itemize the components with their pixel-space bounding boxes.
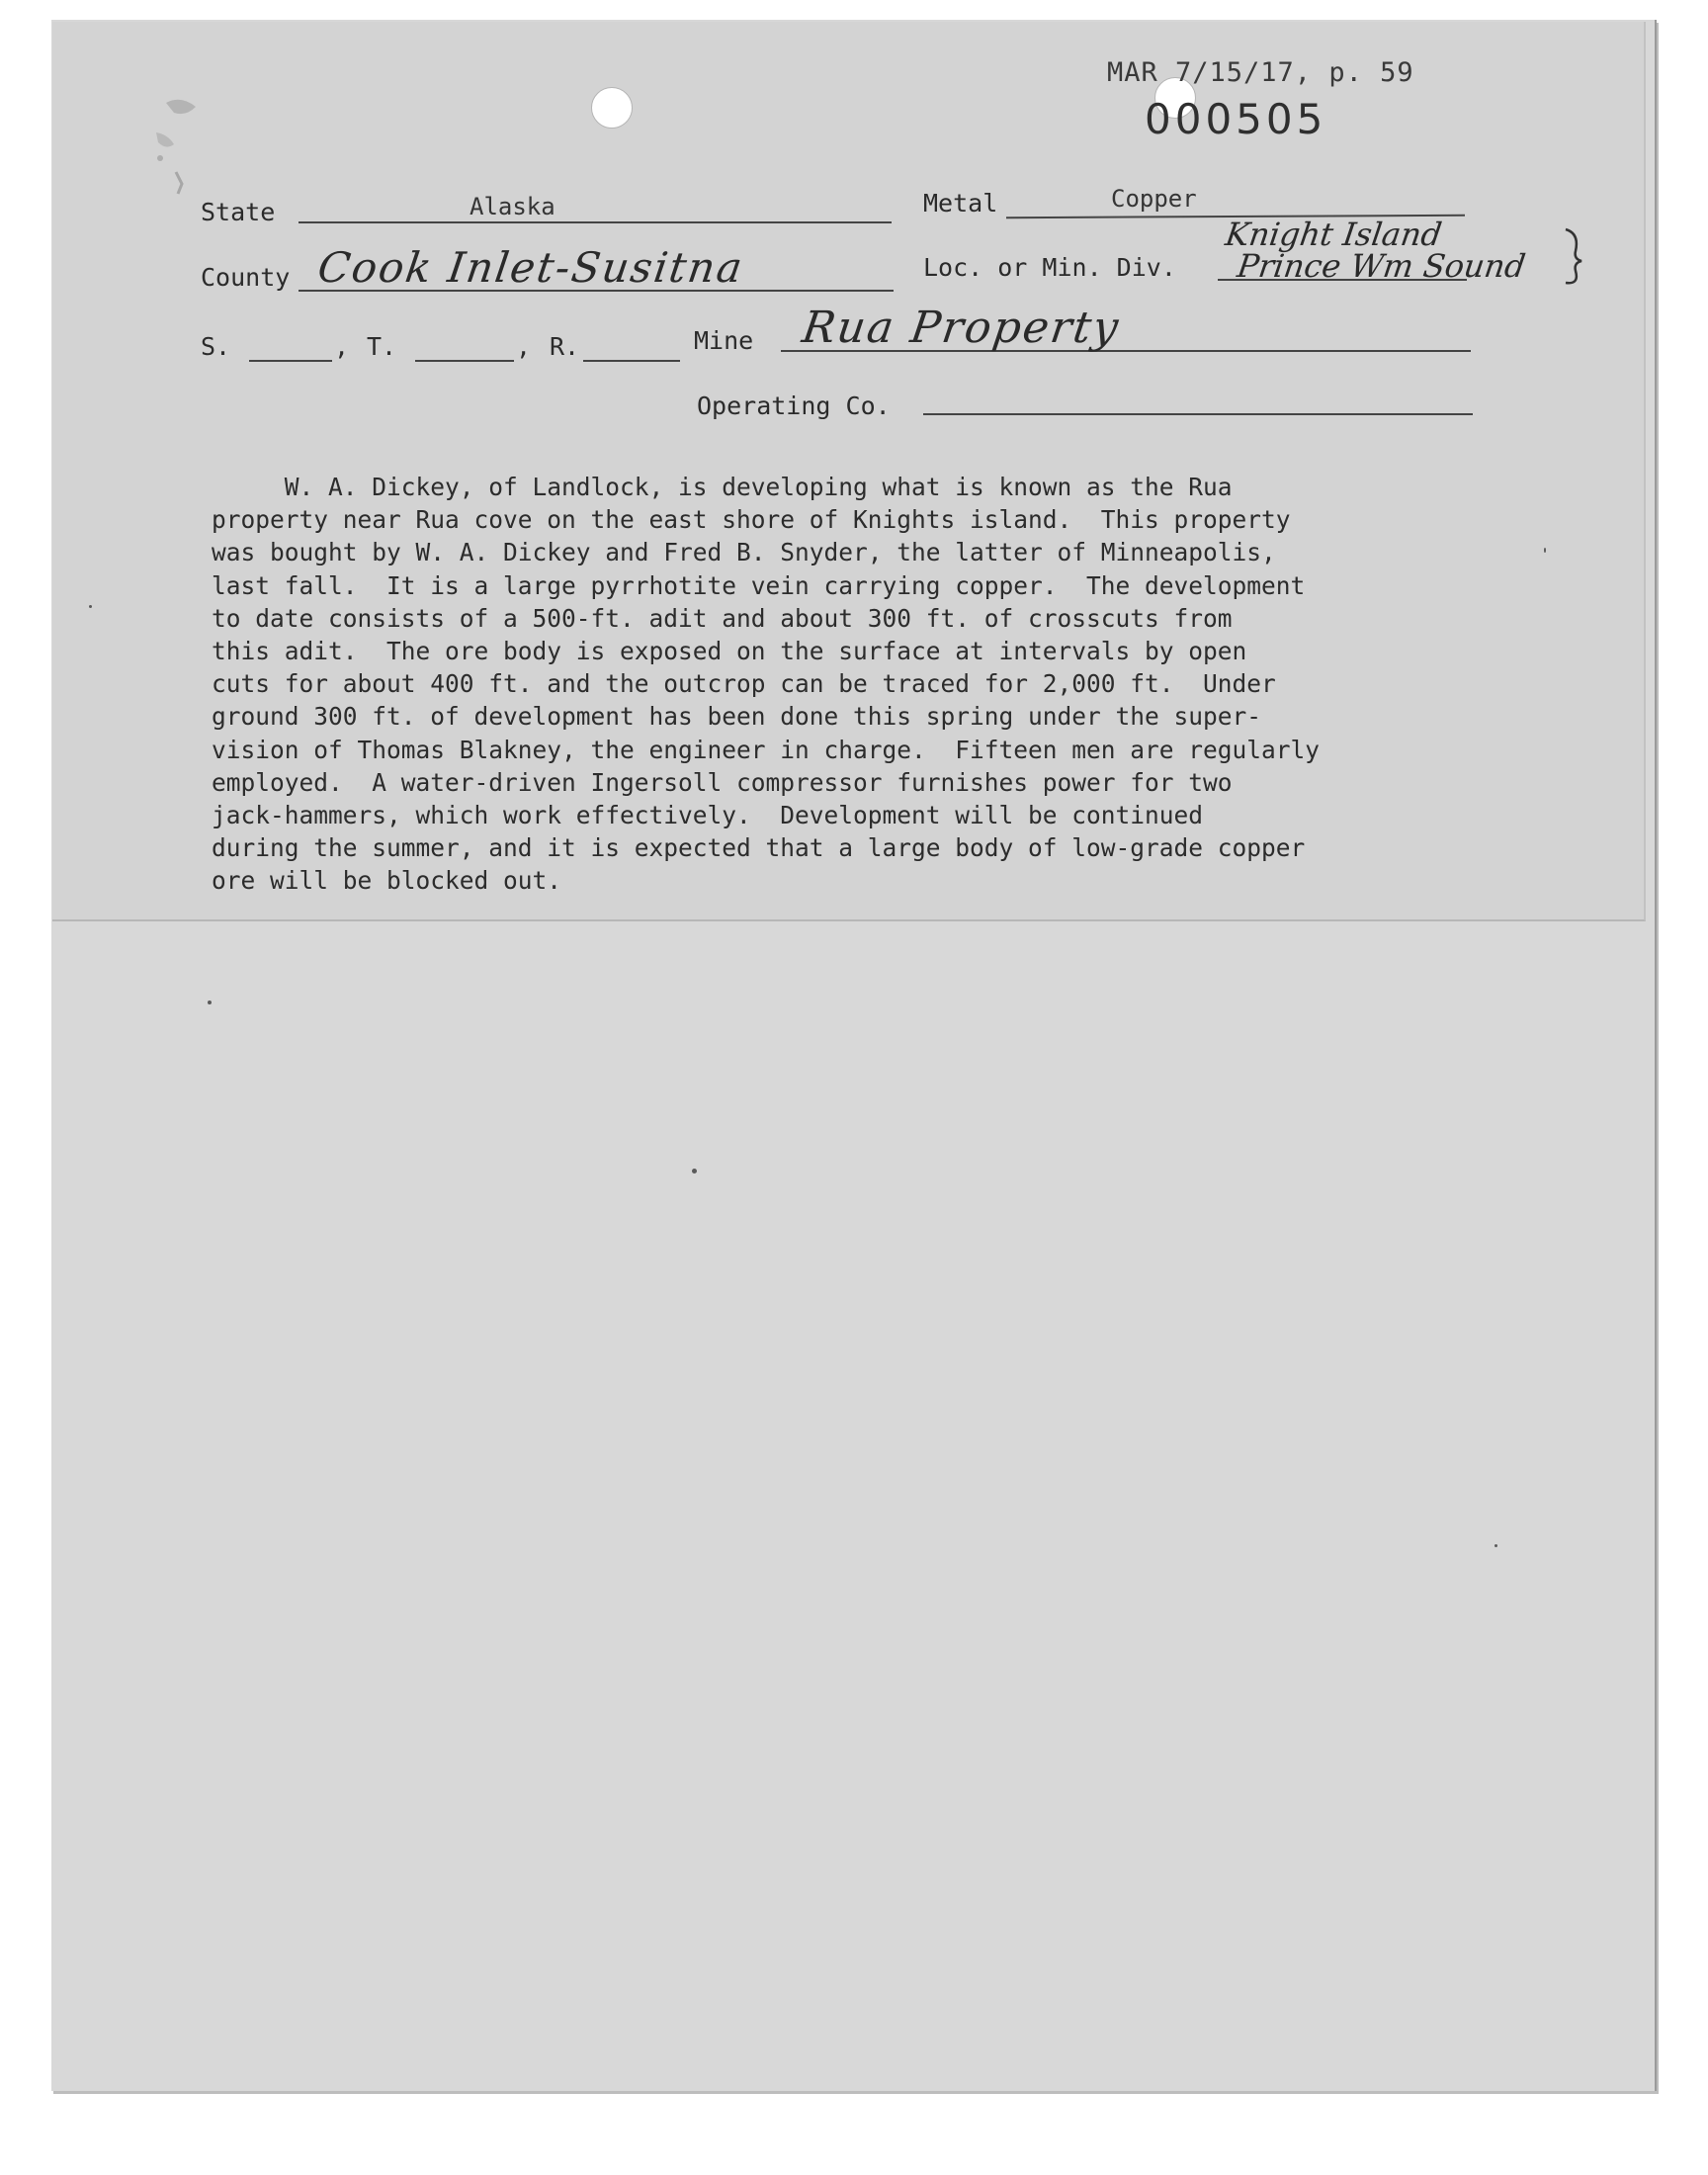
brace-mark xyxy=(1562,225,1585,285)
reference-stamp: MAR 7/15/17, p. 59 xyxy=(1107,57,1414,88)
body-line: W. A. Dickey, of Landlock, is developing what is known as the Rua xyxy=(212,473,1233,501)
range-line xyxy=(583,360,680,362)
section-line xyxy=(249,360,332,362)
body-line: vision of Thomas Blakney, the engineer in charge. Fifteen men are regularly xyxy=(212,735,1321,764)
ink-smudge xyxy=(146,93,225,202)
body-line: employed. A water-driven Ingersoll compressor furnishes power for two xyxy=(212,767,1233,797)
state-line xyxy=(299,221,892,223)
county-value: Cook Inlet-Susitna xyxy=(314,243,747,292)
comma-1: , xyxy=(334,332,350,361)
body-line: cuts for about 400 ft. and the outcrop can be traced for 2,000 ft. Under xyxy=(212,669,1276,699)
body-line: was bought by W. A. Dickey and Fred B. Snyder, the latter of Minneapolis, xyxy=(212,538,1276,567)
operating-co-label: Operating Co. xyxy=(697,392,891,420)
body-line: during the summer, and it is expected that a large body of low-grade copper xyxy=(212,833,1306,863)
metal-value: Copper xyxy=(1111,185,1197,213)
state-label: State xyxy=(201,198,276,226)
body-line: property near Rua cove on the east shore of Knights island. This property xyxy=(212,505,1291,535)
body-line: jack-hammers, which work effectively. Development will be continued xyxy=(212,801,1204,830)
state-value: Alaska xyxy=(470,193,555,220)
mine-value: Rua Property xyxy=(799,303,1124,353)
mine-label: Mine xyxy=(694,326,754,355)
township-line xyxy=(415,360,514,362)
loc-value-line1: Knight Island xyxy=(1223,216,1445,253)
report-body xyxy=(212,471,1487,898)
loc-label: Loc. or Min. Div. xyxy=(923,253,1176,282)
body-line: ground 300 ft. of development has been done this spring under the super- xyxy=(212,702,1262,732)
county-label: County xyxy=(201,263,291,292)
body-line: last fall. It is a large pyrrhotite vein carrying copper. The development xyxy=(212,570,1306,600)
body-line: to date consists of a 500-ft. adit and about 300 ft. of crosscuts from xyxy=(212,603,1233,633)
card-number: 000505 xyxy=(1145,95,1327,143)
body-line: ore will be blocked out. xyxy=(212,866,562,896)
comma-2: , xyxy=(516,332,532,361)
township-label: T. xyxy=(367,332,397,361)
punch-hole-left xyxy=(591,87,633,129)
operating-co-line xyxy=(923,413,1473,415)
section-label: S. xyxy=(201,332,231,361)
metal-label: Metal xyxy=(923,189,998,218)
body-line: this adit. The ore body is exposed on the surface at intervals by open xyxy=(212,637,1247,666)
range-label: R. xyxy=(550,332,580,361)
loc-value-line2: Prince Wm Sound xyxy=(1235,247,1528,285)
